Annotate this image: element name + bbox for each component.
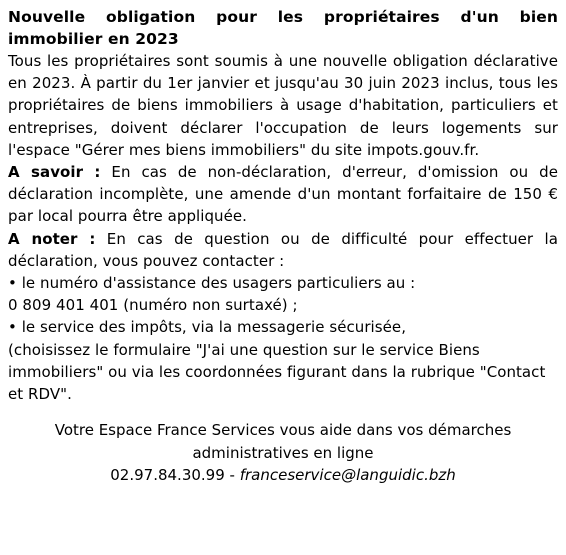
a-savoir-text: En cas de non-déclaration, d'erreur, d'omission ou de déclaration incomplète, une amende d'un montant forfaitaire de 150 € par local pourra être appliquée. (8, 163, 558, 226)
footer-contact (8, 464, 558, 487)
bullet-messaging-line-2: (choisissez le formulaire "J'ai une question sur le service Biens immobiliers" ou via les coordonnées figurant dans la rubrique "Contact et RDV". (8, 340, 546, 404)
a-noter-paragraph (8, 228, 558, 272)
a-noter-text: En cas de question ou de difficulté pour effectuer la déclaration, vous pouvez contacter : (8, 229, 558, 270)
document-body (8, 50, 558, 405)
footer-email: franceservice@languidic.bzh (239, 466, 456, 485)
bullet-phone-line-2: 0 809 401 401 (numéro non surtaxé) ; (8, 296, 298, 315)
bullet-messaging-line-1: • le service des impôts, via la messagerie sécurisée, (8, 318, 407, 337)
footer-tagline: Votre Espace France Services vous aide dans vos démarches administratives en ligne (54, 421, 512, 462)
footer-phone: 02.97.84.30.99 (110, 466, 225, 485)
footer-separator: - (224, 466, 240, 485)
a-savoir-paragraph (8, 161, 558, 228)
document-title: Nouvelle obligation pour les propriétaires d'un bien immobilier en 2023 (8, 8, 558, 48)
a-savoir-label: A savoir : (8, 163, 101, 182)
a-noter-label: A noter : (8, 229, 96, 248)
footer (8, 419, 558, 487)
intro-paragraph: Tous les propriétaires sont soumis à une nouvelle obligation déclarative en 2023. À partir du 1er janvier et jusqu'au 30 juin 2023 inclus, tous les propriétaires de biens immobiliers à usage d'habitation, particuliers et entreprises, doivent déclarer l'occupation de leurs logements sur l'espace "Gérer mes biens immobiliers" du site impots.gouv.fr. (8, 52, 558, 159)
bullet-phone-line-1: • le numéro d'assistance des usagers particuliers au : (8, 274, 416, 293)
